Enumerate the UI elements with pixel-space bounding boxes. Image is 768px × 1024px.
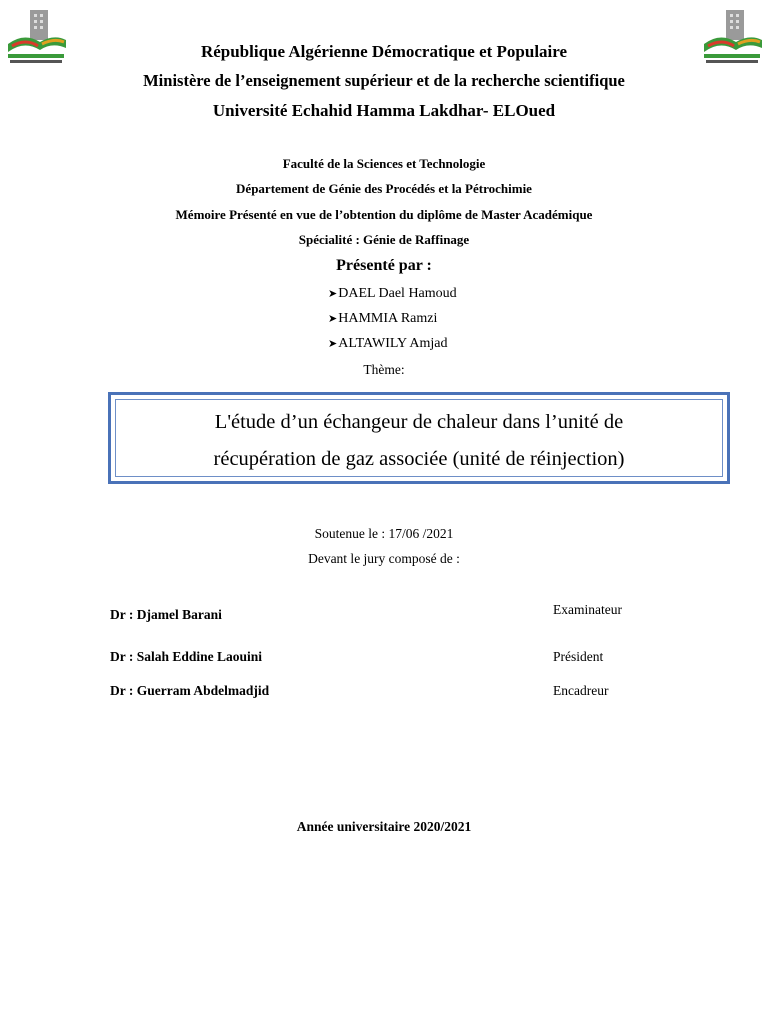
jury-member-name: Dr : Guerram Abdelmadjid [110,683,270,698]
jury-member-role: Examinateur [553,602,622,617]
author-name: ALTAWILY Amjad [338,336,448,351]
theme-inner-box [115,399,723,477]
specialty-line: Spécialité : Génie de Raffinage [298,232,470,247]
defense-date: Soutenue le : 17/06 /2021 [314,526,454,541]
jury-member-name: Dr : Djamel Barani [110,607,222,622]
theme-title-line-2: récupération de gaz associée (unité de réinjection) [213,448,625,470]
author-name: HAMMIA Ramzi [338,311,438,326]
theme-label: Thème: [363,362,405,377]
memoire-line: Mémoire Présenté en vue de l’obtention du diplôme de Master Académique [175,207,593,222]
academic-year: Année universitaire 2020/2021 [296,819,472,834]
author-item [328,336,447,352]
republic-title: République Algérienne Démocratique et Populaire [200,42,568,61]
arrow-bullet-icon: ➤ [328,288,338,300]
jury-intro: Devant le jury composé de : [308,551,460,566]
arrow-bullet-icon: ➤ [328,313,338,325]
ministry-title: Ministère de l’enseignement supérieur et de la recherche scientifique [143,71,625,90]
author-name: DAEL Dael Hamoud [338,286,457,301]
arrow-bullet-icon: ➤ [328,338,338,350]
jury-member-name: Dr : Salah Eddine Laouini [110,649,263,664]
jury-member-role: Président [553,649,604,664]
author-item [328,286,457,302]
theme-box [108,392,730,484]
presented-by-label: Présenté par : [336,257,432,274]
author-item [328,311,437,327]
faculty-line: Faculté de la Sciences et Technologie [282,156,486,171]
university-title: Université Echahid Hamma Lakdhar- ELOued [212,101,556,120]
jury-member-role: Encadreur [553,683,609,698]
theme-title-line-1: L'étude d’un échangeur de chaleur dans l’unité de [214,411,624,433]
department-line: Département de Génie des Procédés et la Pétrochimie [236,181,532,196]
